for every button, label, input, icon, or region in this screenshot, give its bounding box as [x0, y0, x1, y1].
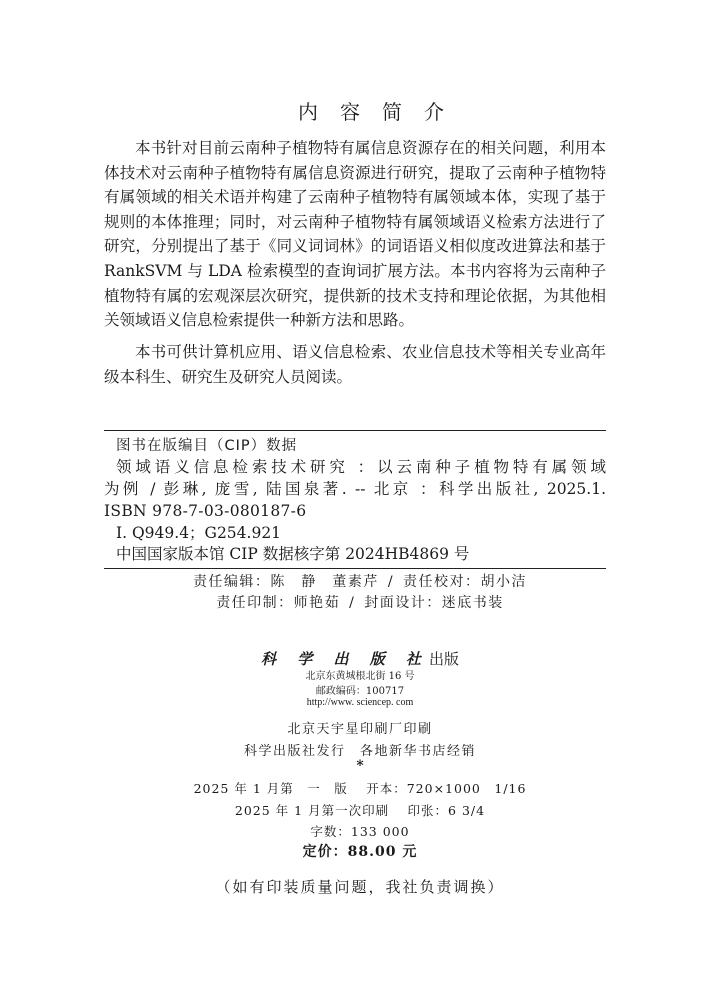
intro-paragraph-1: 本书针对目前云南种子植物特有属信息资源存在的相关问题，利用本体技术对云南种子植物特有属信息资源进行研究，提取了云南种子植物特有属领域的相关术语并构建了云南种子植物特有属领域本体，实现了基于规则的本体推理；同时，对云南种子植物特有属领域语义检索方法进行了研究，分别提出了基于《同义词词林》的词语语义相似度改进算法和基于 RankSVM 与 LDA 检索模型的查询词扩展方法。本书内容将为云南种子植物特有属的宏观深层次研究，提供新的技术支持和理论依据，为其他相关领域语义信息检索提供一种新方法和思路。: [104, 139, 606, 330]
printing-line: 2025 年 1 月第一次印刷 印张：6 3/4: [234, 803, 486, 818]
publisher-url: http://www. sciencep. com: [306, 697, 414, 708]
cip-record-number: 中国国家版本馆 CIP 数据核字第 2024HB4869 号: [116, 545, 470, 563]
publisher-logo: 科 学 出 版 社: [261, 650, 429, 668]
publisher-suffix: 出版: [428, 650, 459, 668]
editor-credits: 责任编辑：陈 静 董素芹 / 责任校对：胡小洁: [192, 574, 528, 590]
cip-author-line: 为例 / 彭琳, 庞雪, 陆国泉著. -- 北京 ：科学出版社, 2025.1.: [104, 480, 606, 498]
page-title: 内容简介: [298, 100, 466, 124]
separator-asterisk: *: [356, 758, 364, 774]
cip-title-line: 领域语义信息检索技术研究 ：以云南种子植物特有属领域: [116, 458, 606, 476]
distribution-line: 科学出版社发行 各地新华书店经销: [243, 744, 476, 759]
intro-paragraph-2: 本书可供计算机应用、语义信息检索、农业信息技术等相关专业高年级本科生、研究生及研究人员阅读。: [104, 343, 606, 386]
publisher-postcode: 邮政编码：100717: [315, 686, 405, 697]
word-count: 字数：133 000: [310, 824, 410, 839]
price: 定价：88.00 元: [302, 844, 418, 860]
edition-line: 2025 年 1 月第 一 版 开本：720×1000 1/16: [193, 781, 527, 796]
cip-heading: 图书在版编目（CIP）数据: [116, 438, 298, 454]
cip-isbn: ISBN 978-7-03-080187-6: [104, 502, 307, 520]
publisher-line: [0, 648, 720, 669]
printer-line: 北京天宇星印刷厂印刷: [287, 722, 433, 737]
quality-notice: （如有印装质量问题，我社负责调换）: [215, 878, 505, 896]
publisher-address: 北京东黄城根北街 16 号: [305, 671, 415, 682]
cip-top-rule: [104, 430, 606, 431]
cip-classification: Ⅰ. Q949.4；G254.921: [116, 524, 282, 542]
cip-bottom-rule: [104, 568, 606, 569]
production-credits: 责任印制：师艳茹 / 封面设计：迷底书装: [216, 595, 504, 611]
